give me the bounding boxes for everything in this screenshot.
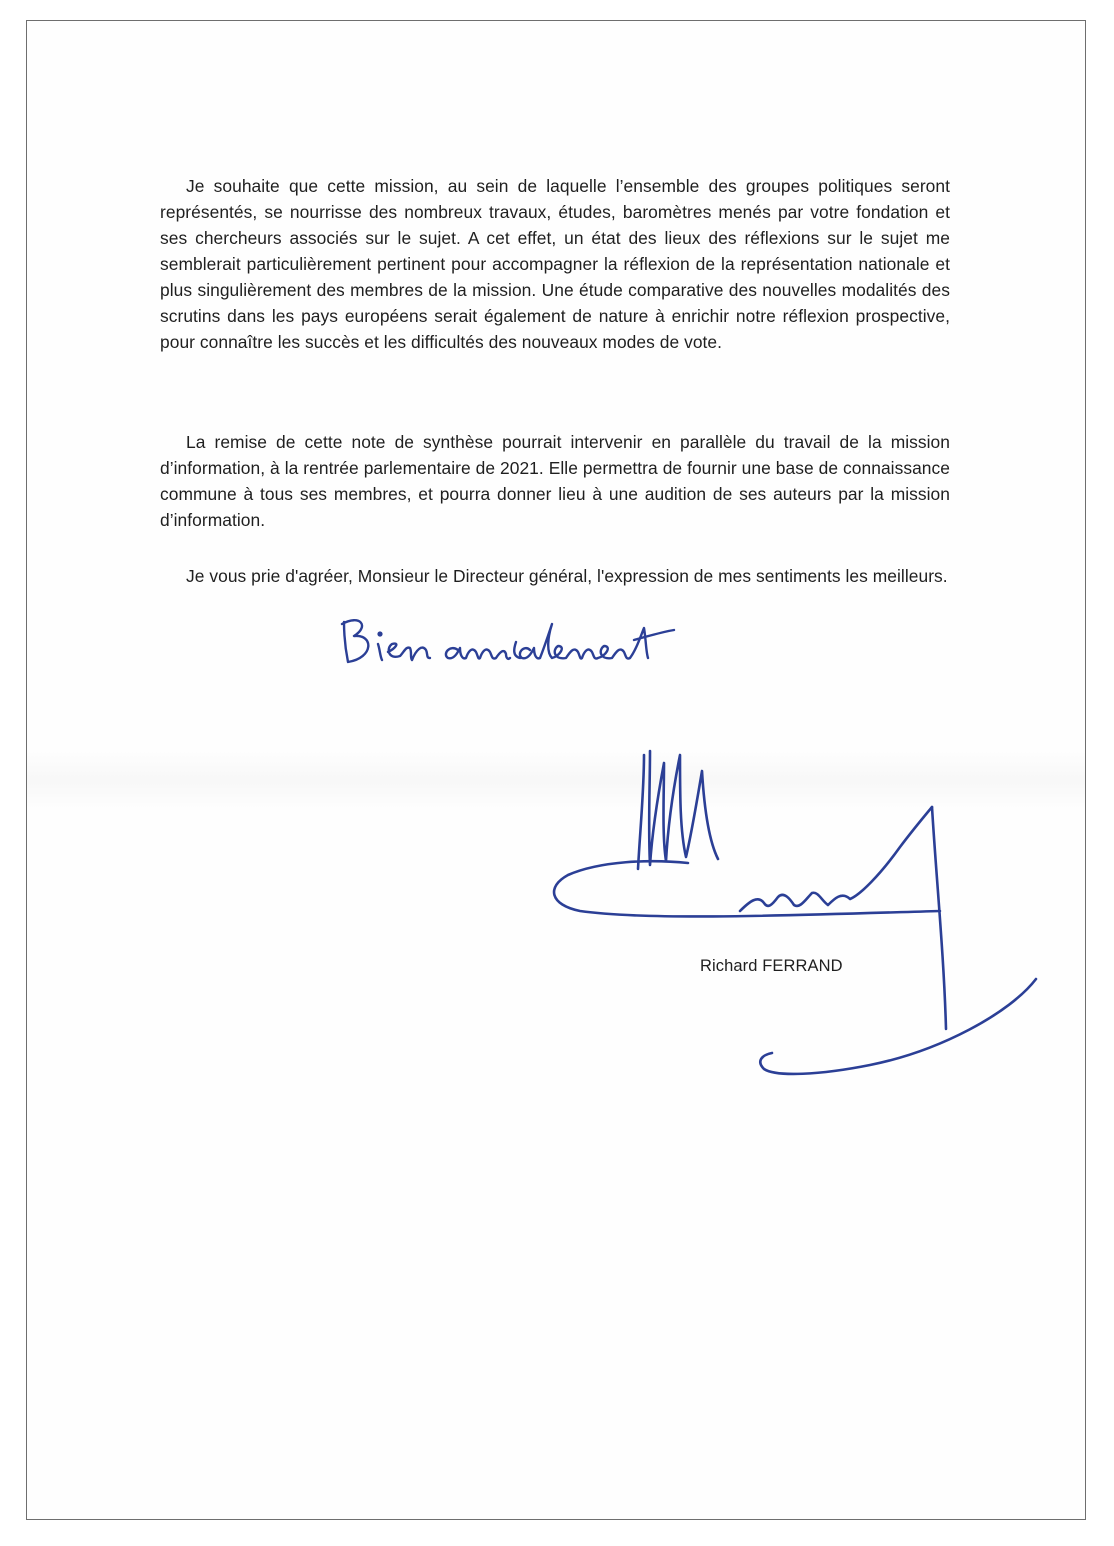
signatory-name: Richard FERRAND bbox=[700, 957, 843, 975]
letter-paragraph-2 bbox=[160, 429, 950, 533]
letter-paragraph-1 bbox=[160, 173, 950, 355]
handwritten-closing bbox=[330, 600, 710, 680]
paragraph-text: La remise de cette note de synthèse pourrait intervenir en parallèle du travail de la mission d’information, à la rentrée parlementaire de 2021. Elle permettra de fournir une base de connaissance commune à tous ses membres, et pourra donner lieu à une audition de ses auteurs par la mission d’information. bbox=[160, 432, 950, 530]
letter-closing-formula bbox=[160, 563, 950, 589]
handwritten-signature bbox=[540, 735, 1050, 1105]
paragraph-text: Je vous prie d'agréer, Monsieur le Directeur général, l'expression de mes sentiments les meilleurs. bbox=[186, 566, 948, 586]
paragraph-text: Je souhaite que cette mission, au sein de laquelle l’ensemble des groupes politiques seront représentés, se nourrisse des nombreux travaux, études, baromètres menés par votre fondation et ses chercheurs associés sur le sujet. A cet effet, un état des lieux des réflexions sur le sujet me semblerait particulièrement pertinent pour accompagner la réflexion de la représentation nationale et plus singulièrement des membres de la mission. Une étude comparative des nouvelles modalités des scrutins dans les pays européens serait également de nature à enrichir notre réflexion prospective, pour connaître les succès et les difficultés des nouveaux modes de vote. bbox=[160, 176, 950, 352]
